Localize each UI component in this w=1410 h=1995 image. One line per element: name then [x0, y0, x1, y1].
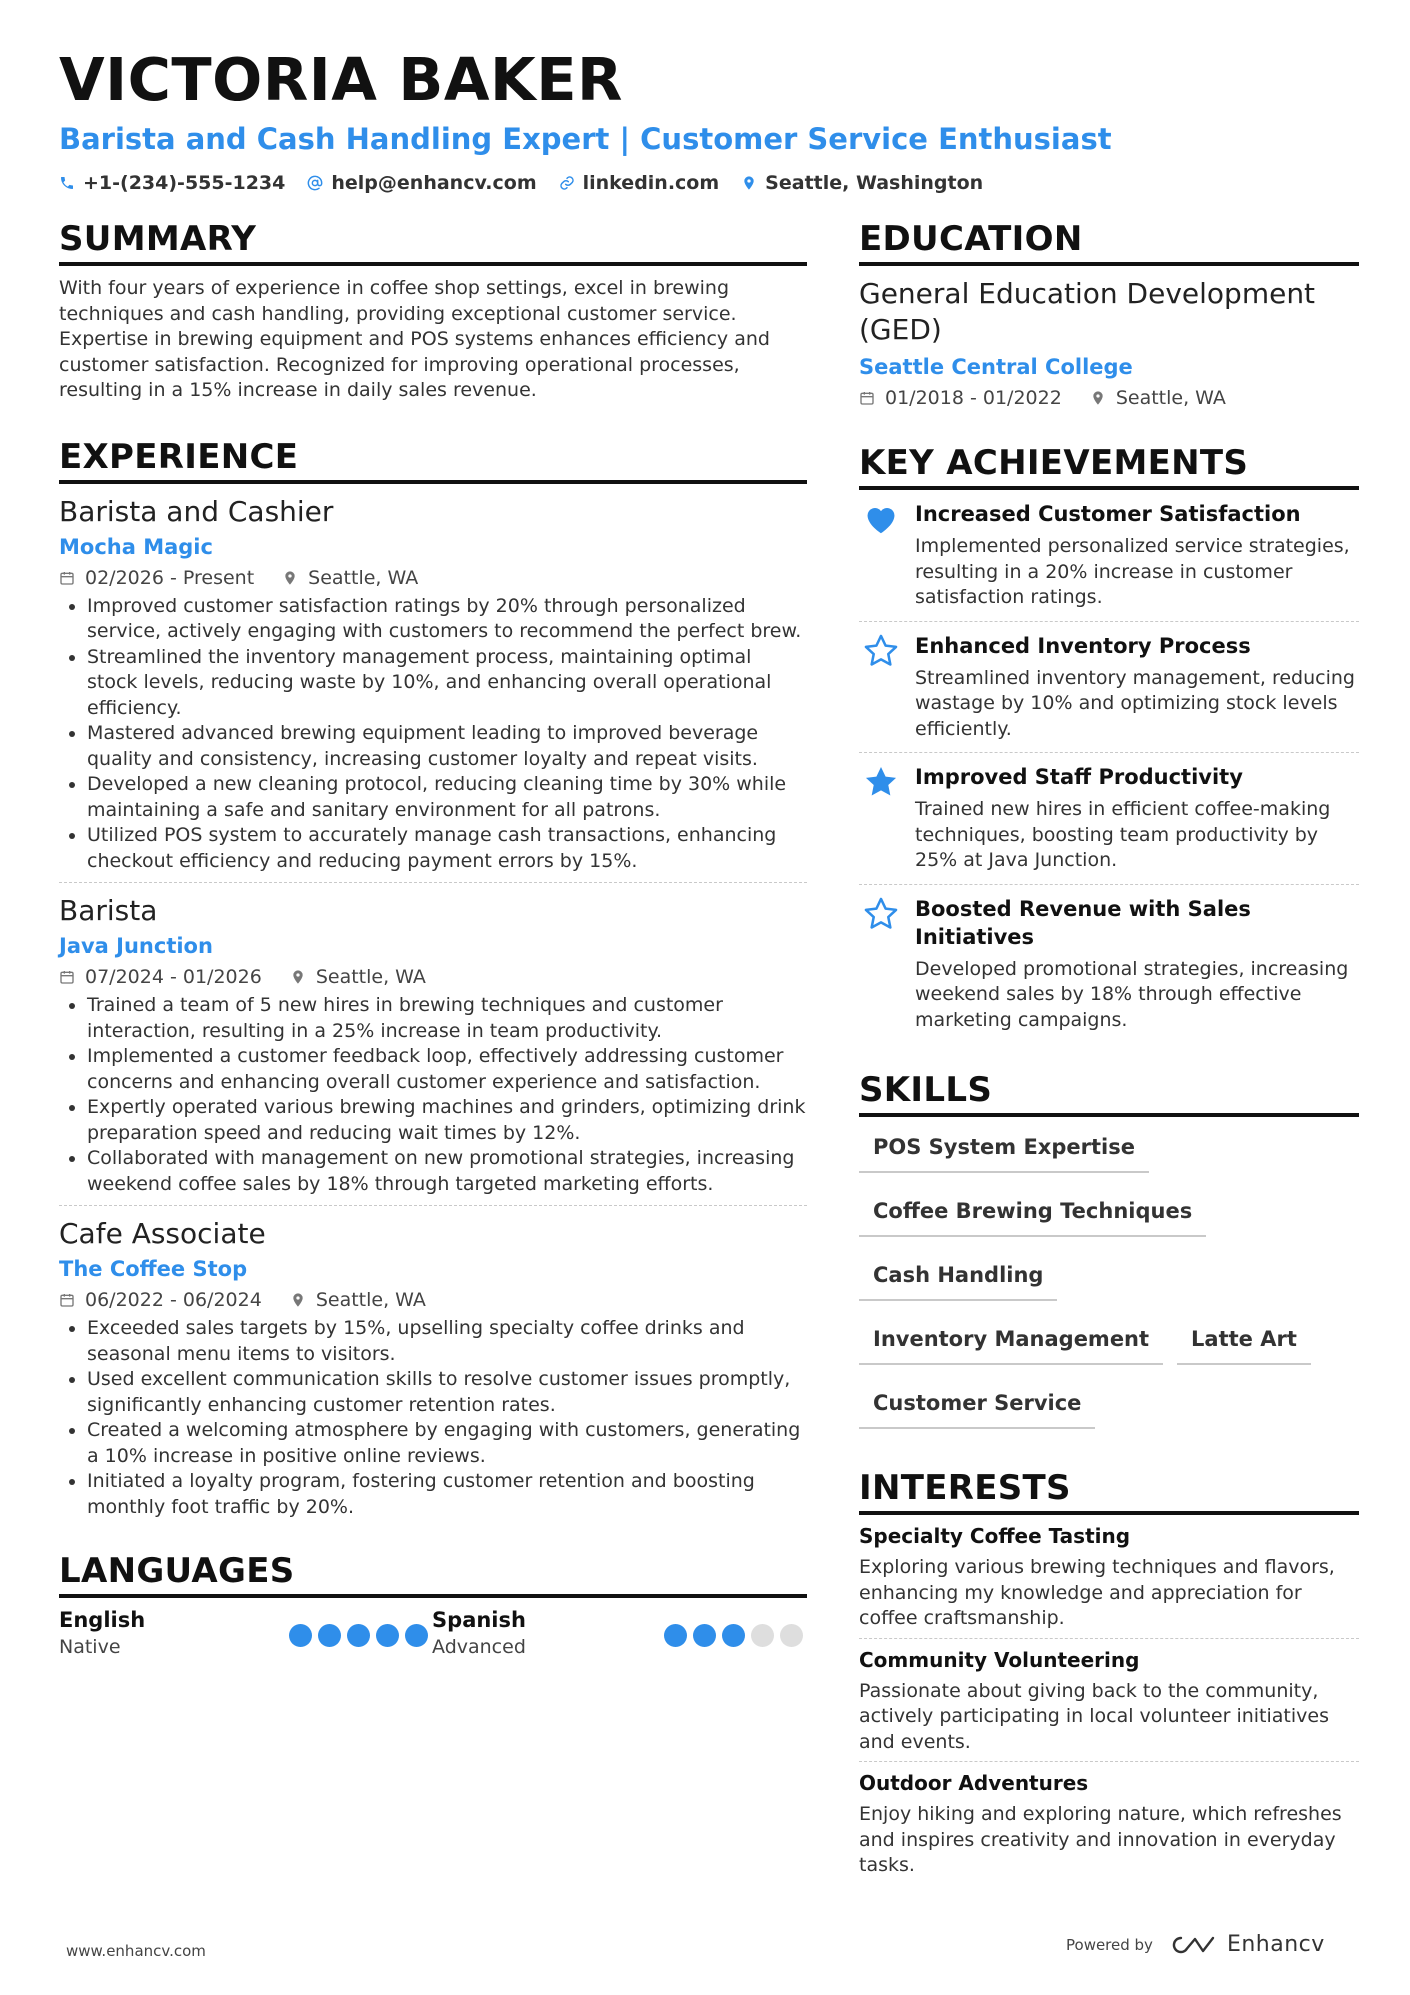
enhancv-logo[interactable]	[1171, 1932, 1325, 1957]
languages-row	[59, 1606, 807, 1660]
summary-heading: SUMMARY	[59, 218, 807, 266]
job-title: Barista and Cashier	[59, 494, 334, 528]
rating-dot-filled	[664, 1624, 687, 1647]
bullet-item: Implemented a customer feedback loop, effectively addressing customer concerns and enhancing overall customer experience and satisfaction.	[59, 1044, 807, 1095]
interest-title: Community Volunteering	[859, 1647, 1140, 1672]
interest-title: Specialty Coffee Tasting	[859, 1524, 1131, 1548]
achievement-desc: Trained new hires in efficient coffee-making techniques, boosting team productivity by 25% at Java Junction.	[915, 798, 1331, 871]
phone-text: +1-(234)-555-1234	[83, 172, 286, 194]
dates-text: 07/2024 - 01/2026	[85, 966, 262, 988]
bullet-item: Created a welcoming atmosphere by engaging with customers, generating a 10% increase in positive online reviews.	[59, 1418, 807, 1469]
interest-desc: Passionate about giving back to the community, actively participating in local volunteer initiatives and events.	[859, 1679, 1329, 1753]
achievement-desc: Streamlined inventory management, reducing wastage by 10% and optimizing stock levels efficiently.	[915, 666, 1355, 740]
job-dates	[59, 1286, 262, 1314]
job-entry	[59, 484, 807, 883]
job-entry	[59, 882, 807, 1205]
job-location	[282, 564, 418, 592]
school-name: Seattle Central College	[859, 355, 1133, 379]
achievement-item	[859, 490, 1359, 621]
bullet-item: Initiated a loyalty program, fostering customer retention and boosting monthly foot traffic by 20%.	[59, 1469, 807, 1520]
job-entry	[59, 1205, 807, 1528]
powered-by-label: Powered by	[1066, 1935, 1153, 1954]
rating-dot-filled	[693, 1624, 716, 1647]
achievements-section	[859, 442, 1359, 1043]
contact-phone[interactable]	[59, 172, 285, 194]
skill-tag: Inventory Management	[859, 1315, 1163, 1365]
job-title: Barista	[59, 894, 158, 927]
contact-location	[741, 172, 983, 194]
achievement-title: Improved Staff Productivity	[915, 765, 1243, 789]
phone-icon	[59, 175, 75, 191]
heart-icon	[862, 500, 900, 538]
language-item	[432, 1606, 807, 1660]
interest-desc: Exploring various brewing techniques and flavors, enhancing my knowledge and appreciation for coffee craftsmanship.	[859, 1556, 1335, 1629]
education-location	[1090, 384, 1226, 412]
dates-text: 02/2026 - Present	[85, 566, 255, 589]
achievement-desc: Implemented personalized service strategies, resulting in a 20% increase in customer satisfaction ratings.	[915, 535, 1350, 608]
location-text: Seattle, WA	[1115, 387, 1226, 409]
resume-header	[59, 44, 1359, 194]
job-meta	[59, 564, 807, 592]
contact-linkedin[interactable]	[559, 172, 720, 194]
rating-dot-empty	[780, 1624, 803, 1647]
enhancv-logo-icon	[1171, 1933, 1217, 1957]
bullet-item: Improved customer satisfaction ratings by 20% through personalized service, actively engaging with customers to recommend the perfect brew.	[59, 594, 807, 645]
candidate-headline: Barista and Cash Handling Expert | Customer Service Enthusiast	[59, 122, 1112, 156]
skills-list	[859, 1123, 1359, 1443]
skills-heading: SKILLS	[859, 1069, 1359, 1117]
location-text: Seattle, Washington	[765, 172, 984, 194]
achievement-item	[859, 752, 1359, 884]
footer-branding	[1066, 1932, 1325, 1957]
brand-name: Enhancv	[1226, 1932, 1325, 1957]
bullet-item: Collaborated with management on new promotional strategies, increasing weekend coffee sales by 18% through targeted marketing efforts.	[59, 1146, 807, 1197]
language-name: English	[59, 1608, 146, 1632]
job-meta	[59, 1286, 807, 1314]
bullet-item: Mastered advanced brewing equipment leading to improved beverage quality and consistency, increasing customer loyalty and repeat visits.	[59, 721, 807, 772]
languages-section	[59, 1550, 807, 1660]
company-name: The Coffee Stop	[59, 1257, 248, 1281]
achievements-heading: KEY ACHIEVEMENTS	[859, 442, 1359, 490]
achievement-item	[859, 884, 1359, 1044]
job-meta	[59, 963, 807, 991]
contact-bar	[59, 172, 1359, 194]
education-section	[859, 218, 1359, 412]
rating-dot-filled	[347, 1624, 370, 1647]
experience-heading: EXPERIENCE	[59, 436, 807, 484]
interest-item	[859, 1515, 1359, 1638]
rating-dot-empty	[751, 1624, 774, 1647]
location-text: Seattle, WA	[315, 966, 426, 988]
star-outline-icon	[862, 632, 900, 670]
degree-title: General Education Development (GED)	[859, 277, 1316, 346]
bullet-item: Used excellent communication skills to resolve customer issues promptly, significantly enhancing customer retention rates.	[59, 1367, 807, 1418]
interests-section	[859, 1467, 1359, 1885]
bullet-item: Streamlined the inventory management process, maintaining optimal stock levels, reducing waste by 10%, and enhancing overall operational efficiency.	[59, 645, 807, 722]
location-text: Seattle, WA	[315, 1289, 426, 1311]
rating-dot-filled	[405, 1624, 428, 1647]
map-pin-icon	[282, 570, 298, 586]
map-pin-icon	[290, 1292, 306, 1308]
rating-dot-filled	[722, 1624, 745, 1647]
bullet-item: Trained a team of 5 new hires in brewing techniques and customer interaction, resulting in a 25% increase in team productivity.	[59, 993, 807, 1044]
bullet-item: Utilized POS system to accurately manage cash transactions, enhancing checkout efficiency and reducing payment errors by 15%.	[59, 823, 807, 874]
rating-dot-filled	[376, 1624, 399, 1647]
language-rating	[664, 1624, 803, 1660]
interests-heading: INTERESTS	[859, 1467, 1359, 1515]
skills-section	[859, 1069, 1359, 1443]
calendar-icon	[59, 570, 75, 586]
bullet-item: Developed a new cleaning protocol, reducing cleaning time by 30% while maintaining a safe and sanitary environment for all patrons.	[59, 772, 807, 823]
dates-text: 01/2018 - 01/2022	[885, 387, 1062, 409]
contact-email[interactable]	[307, 172, 536, 194]
interest-item	[859, 1638, 1359, 1762]
achievement-item	[859, 621, 1359, 753]
at-sign-icon	[307, 175, 323, 191]
experience-section	[59, 436, 807, 1529]
language-item	[59, 1606, 432, 1660]
rating-dot-filled	[289, 1624, 312, 1647]
skill-tag: POS System Expertise	[859, 1123, 1149, 1173]
summary-section	[59, 218, 807, 404]
skill-tag: Cash Handling	[859, 1251, 1057, 1301]
company-name: Java Junction	[59, 934, 213, 958]
language-rating	[289, 1624, 428, 1660]
job-dates	[59, 564, 254, 592]
map-pin-icon	[1090, 390, 1106, 406]
calendar-icon	[59, 1292, 75, 1308]
education-dates	[859, 384, 1062, 412]
email-text: help@enhancv.com	[331, 172, 537, 194]
education-heading: EDUCATION	[859, 218, 1359, 266]
calendar-icon	[59, 969, 75, 985]
job-title: Cafe Associate	[59, 1217, 266, 1250]
footer-website[interactable]: www.enhancv.com	[66, 1942, 206, 1960]
achievement-title: Enhanced Inventory Process	[915, 633, 1251, 658]
skill-tag: Customer Service	[859, 1379, 1095, 1429]
languages-heading: LANGUAGES	[59, 1550, 807, 1598]
bullet-item: Expertly operated various brewing machines and grinders, optimizing drink preparation speed and reducing wait times by 12%.	[59, 1095, 807, 1146]
job-bullets	[59, 1316, 807, 1520]
dates-text: 06/2022 - 06/2024	[85, 1289, 262, 1311]
achievement-desc: Developed promotional strategies, increasing weekend sales by 18% through effective marketing campaigns.	[915, 957, 1349, 1031]
interest-desc: Enjoy hiking and exploring nature, which refreshes and inspires creativity and innovation in everyday tasks.	[859, 1803, 1342, 1876]
left-column	[59, 218, 807, 1660]
location-text: Seattle, WA	[308, 566, 419, 589]
language-level: Native	[59, 1636, 121, 1658]
language-name: Spanish	[432, 1608, 526, 1632]
achievement-title: Increased Customer Satisfaction	[915, 502, 1301, 526]
job-dates	[59, 963, 262, 991]
rating-dot-filled	[318, 1624, 341, 1647]
achievement-title: Boosted Revenue with Sales Initiatives	[915, 896, 1251, 949]
map-pin-icon	[290, 969, 306, 985]
interest-item	[859, 1761, 1359, 1885]
education-meta	[859, 384, 1359, 412]
interest-title: Outdoor Adventures	[859, 1771, 1089, 1795]
language-level: Advanced	[432, 1636, 526, 1658]
calendar-icon	[859, 390, 875, 406]
candidate-name: VICTORIA BAKER	[59, 45, 623, 114]
skill-tag: Coffee Brewing Techniques	[859, 1187, 1206, 1237]
right-column	[859, 218, 1359, 1885]
skill-tag: Latte Art	[1177, 1315, 1311, 1365]
job-bullets	[59, 594, 807, 875]
link-icon	[559, 175, 575, 191]
bullet-item: Exceeded sales targets by 15%, upselling specialty coffee drinks and seasonal menu items to visitors.	[59, 1316, 807, 1367]
summary-text: With four years of experience in coffee shop settings, excel in brewing techniques and cash handling, providing exceptional customer service. Expertise in brewing equipment and POS systems enhances efficiency and customer satisfaction. Recognized for improving operational processes, resulting in a 15% increase in daily sales revenue.	[59, 277, 770, 401]
job-location	[290, 963, 426, 991]
linkedin-text: linkedin.com	[582, 172, 720, 194]
star-outline-icon	[862, 895, 900, 933]
star-filled-icon	[862, 763, 900, 801]
map-pin-icon	[741, 175, 757, 191]
company-name: Mocha Magic	[59, 534, 213, 559]
job-bullets	[59, 993, 807, 1197]
job-location	[290, 1286, 426, 1314]
